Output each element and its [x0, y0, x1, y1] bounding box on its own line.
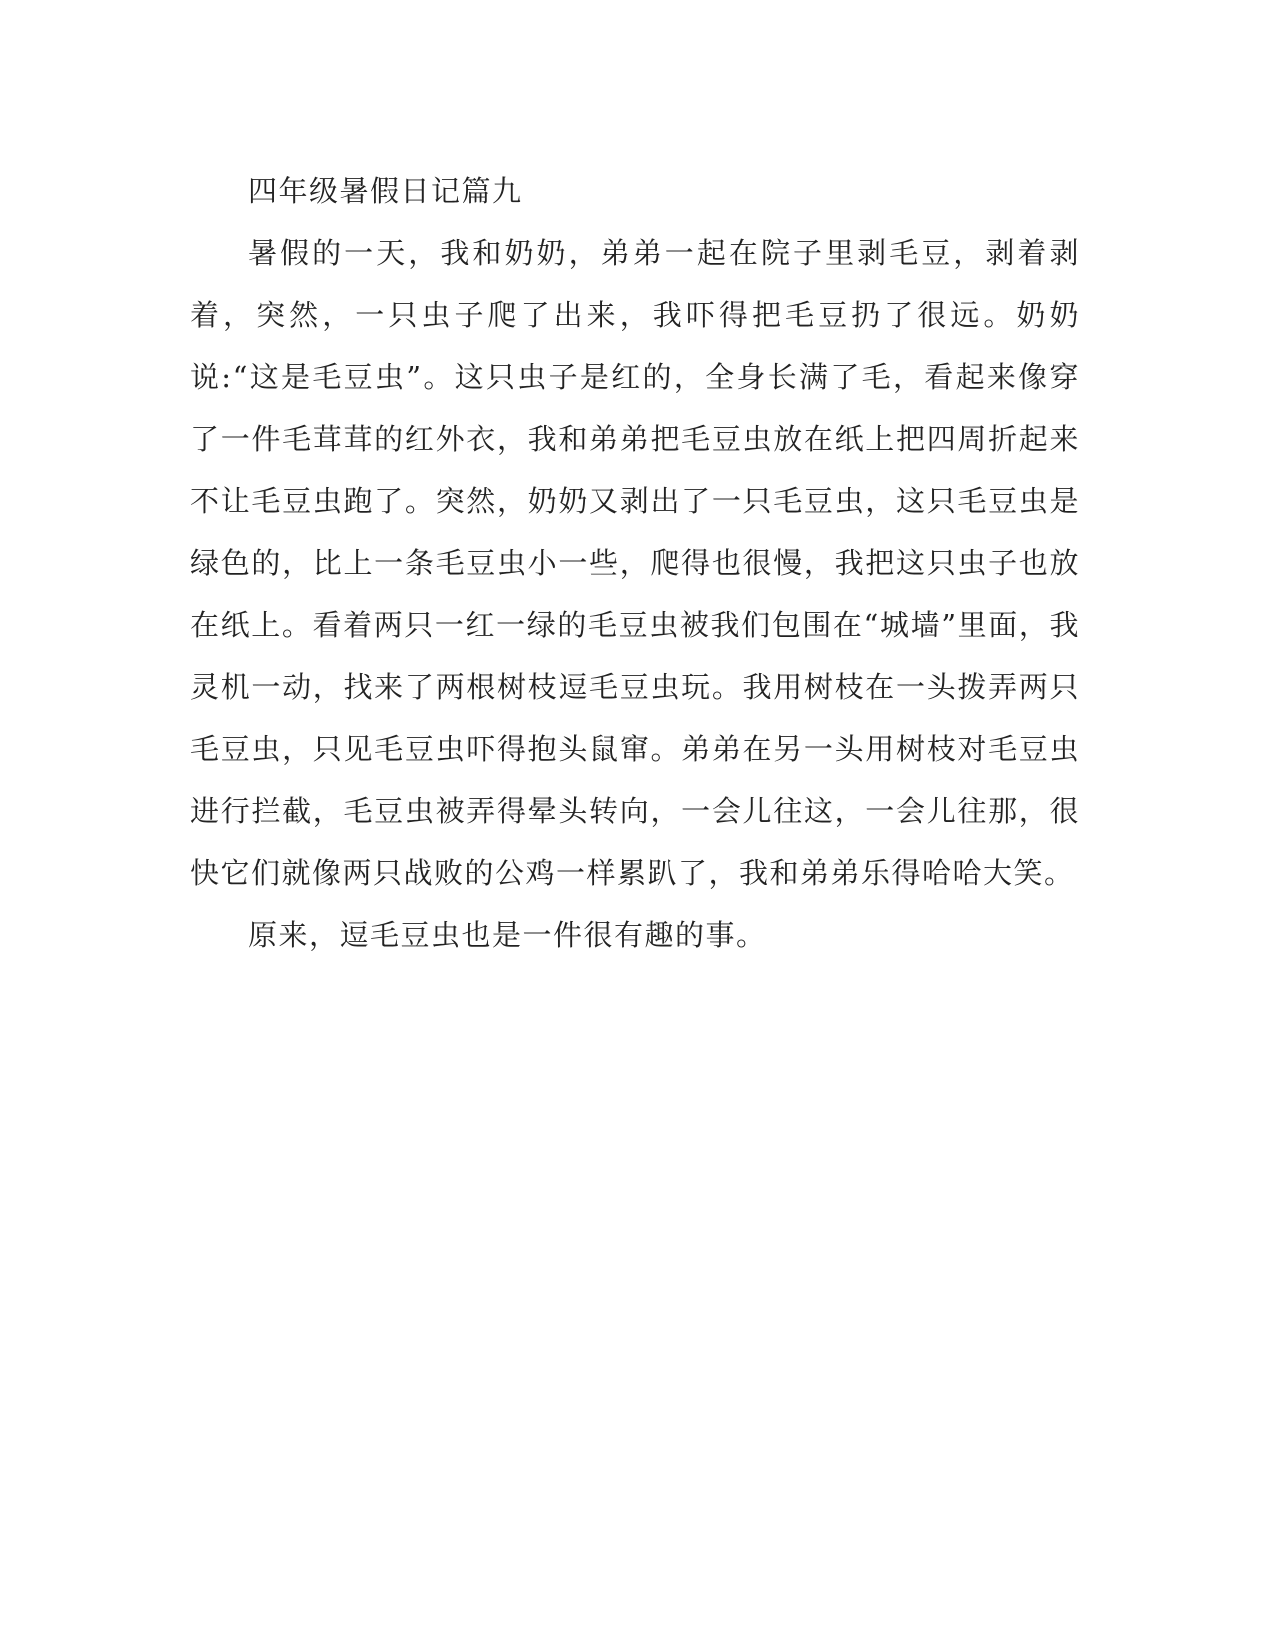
document-title: 四年级暑假日记篇九 [248, 174, 523, 208]
document-body [190, 160, 1080, 966]
paragraph-1: 暑假的一天，我和奶奶，弟弟一起在院子里剥毛豆，剥着剥着，突然，一只虫子爬了出来，我吓得把毛豆扔了很远。奶奶说:“这是毛豆虫”。这只虫子是红的，全身长满了毛，看起来像穿了一件毛茸茸的红外衣，我和弟弟把毛豆虫放在纸上把四周折起来不让毛豆虫跑了。突然，奶奶又剥出了一只毛豆虫，这只毛豆虫是绿色的，比上一条毛豆虫小一些，爬得也很慢，我把这只虫子也放在纸上。看着两只一红一绿的毛豆虫被我们包围在“城墙”里面，我灵机一动，找来了两根树枝逗毛豆虫玩。我用树枝在一头拨弄两只毛豆虫，只见毛豆虫吓得抱头鼠窜。弟弟在另一头用树枝对毛豆虫进行拦截，毛豆虫被弄得晕头转向，一会儿往这，一会儿往那，很快它们就像两只战败的公鸡一样累趴了，我和弟弟乐得哈哈大笑。 [190, 236, 1080, 890]
paragraph-2: 原来，逗毛豆虫也是一件很有趣的事。 [248, 918, 767, 952]
